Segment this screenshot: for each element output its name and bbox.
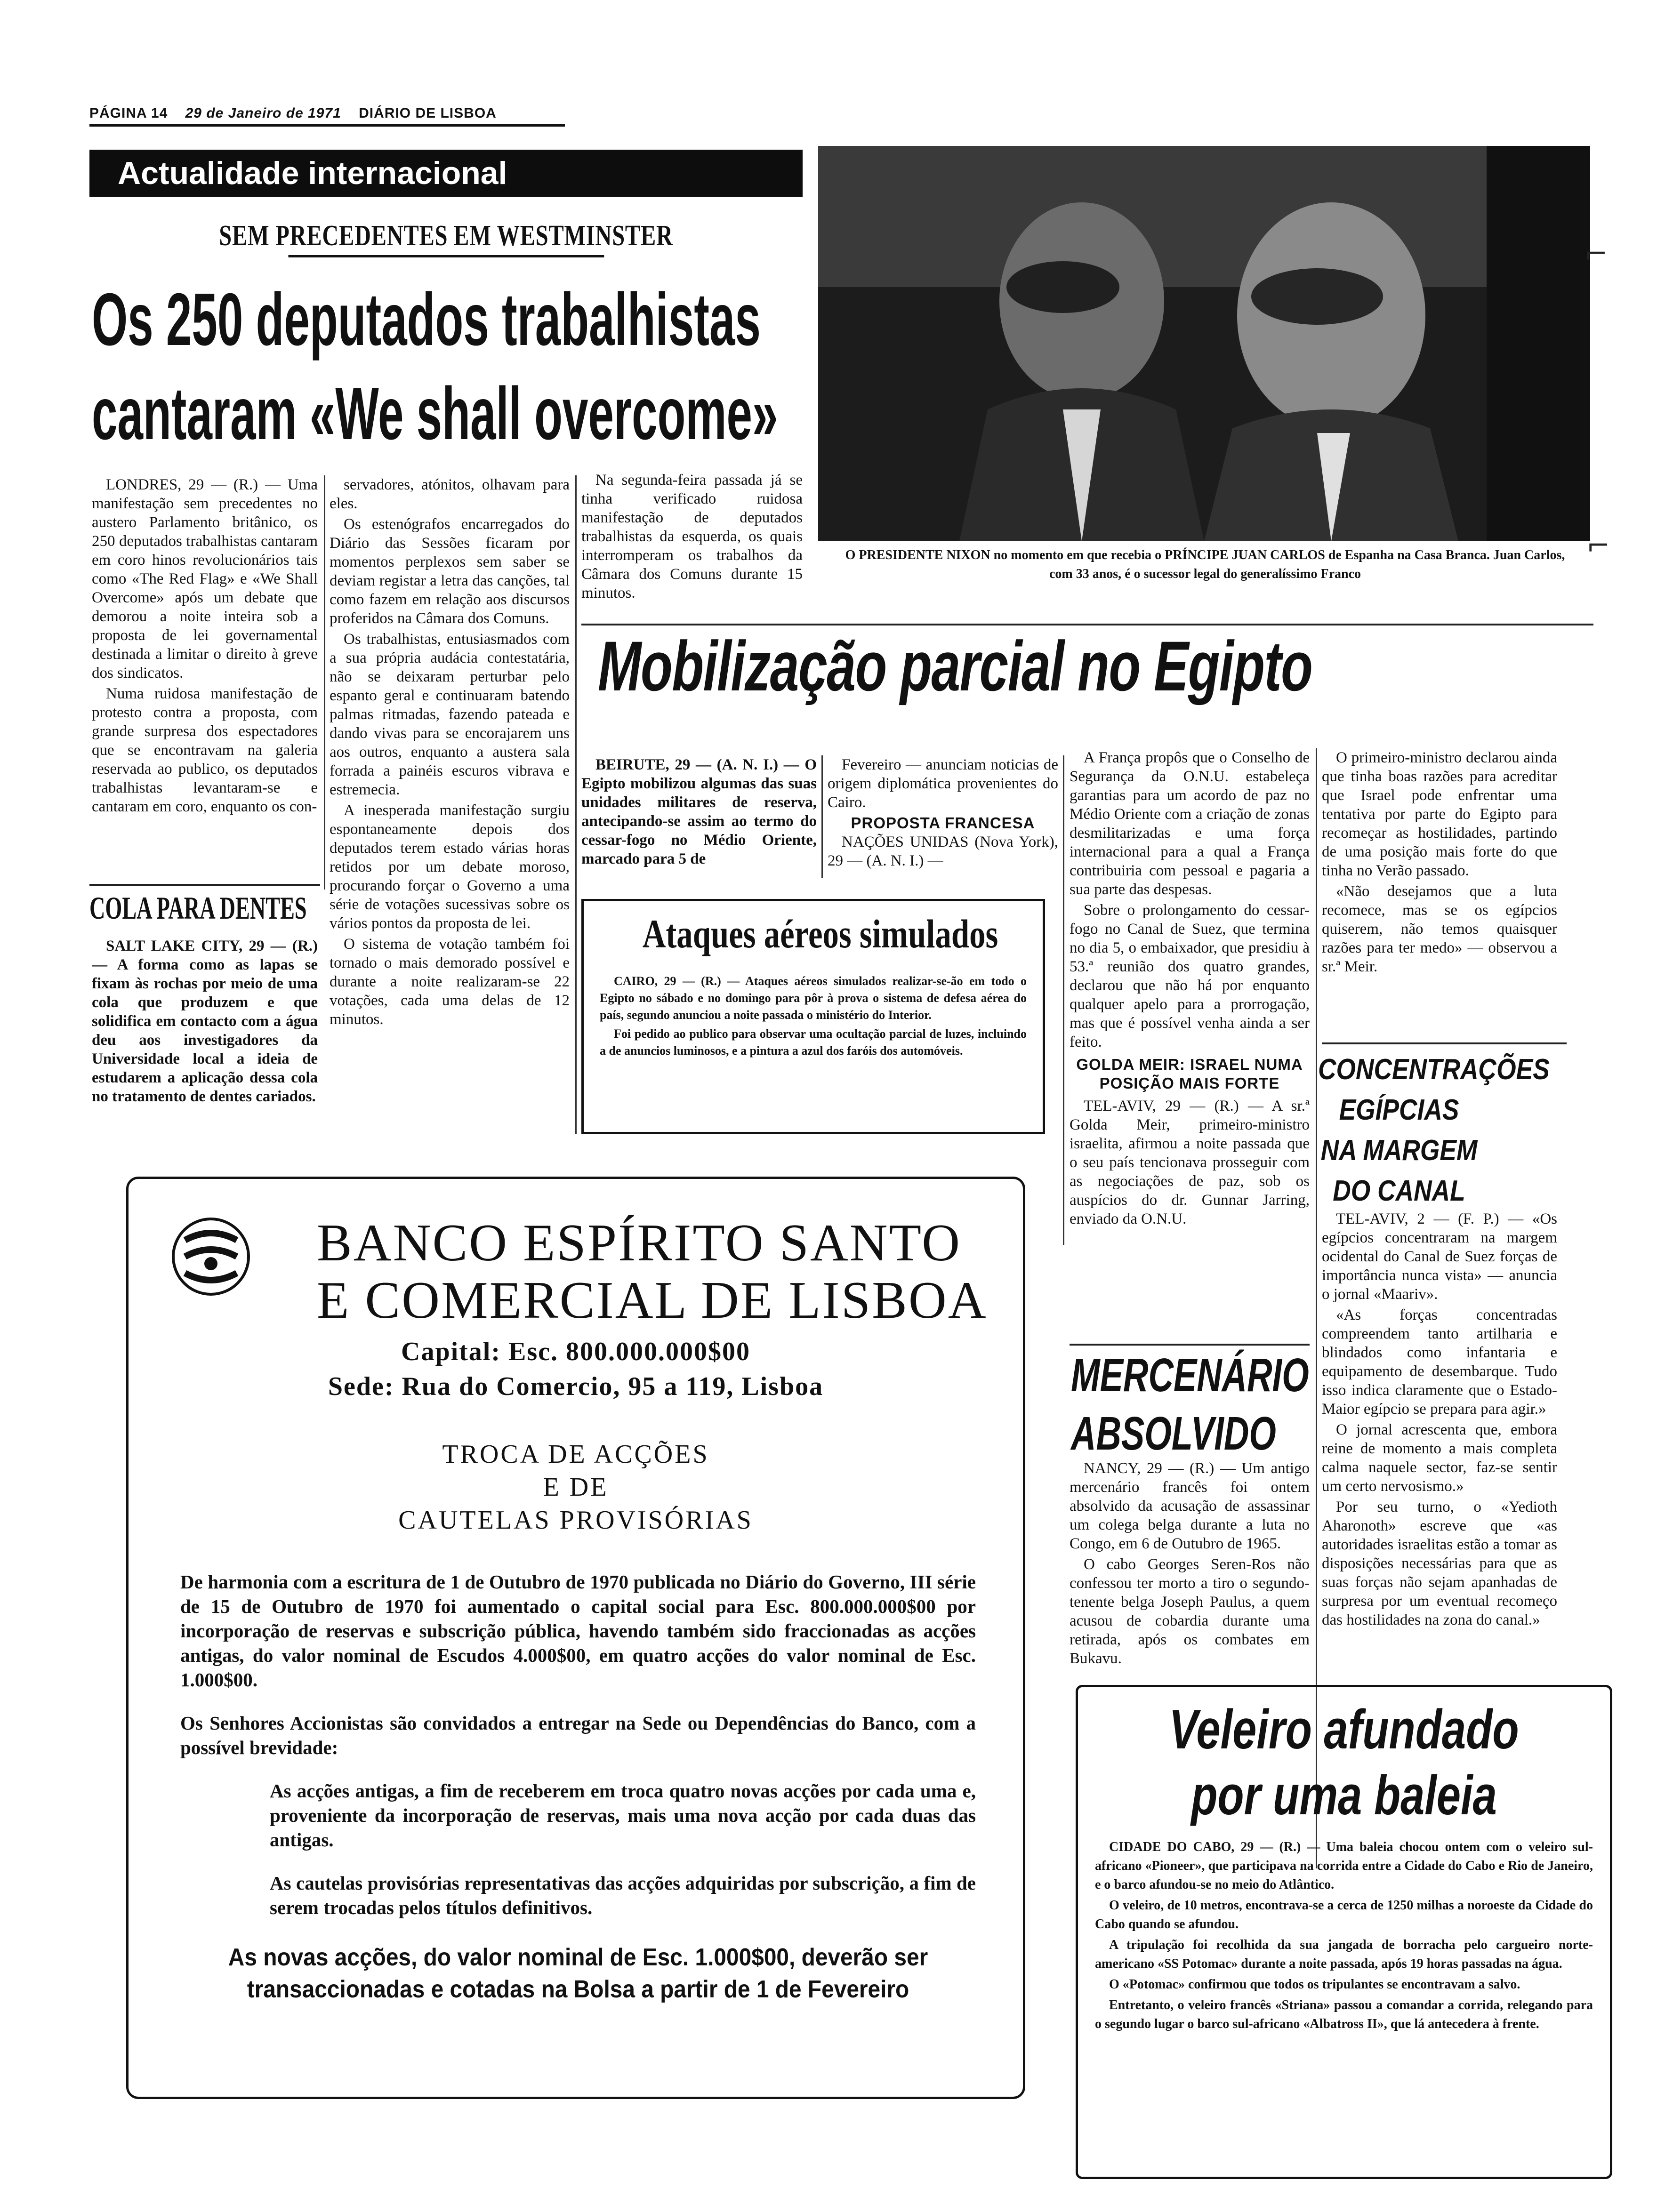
bank-name-line-1: BANCO ESPÍRITO SANTO xyxy=(317,1214,961,1272)
veleiro-headline xyxy=(1150,1697,1538,1828)
scan-edge-mark: ⌐ xyxy=(1586,529,1610,562)
bank-address: Sede: Rua do Comercio, 95 a 119, Lisboa xyxy=(328,1372,824,1401)
golda-meir-subhead: GOLDA MEIR: ISRAEL NUMA POSIÇÃO MAIS FORTE xyxy=(1076,1056,1303,1092)
newspaper-name: DIÁRIO DE LISBOA xyxy=(359,105,497,121)
troca-line-1: TROCA DE ACÇÕES xyxy=(442,1440,709,1469)
article-paragraph: «As forças concentradas compreendem tanto artilharia e blindados como infantaria e equipamento de desembarque. Tudo isso indica claramente que o Estado-Maior egípcio se prepara para agir.» xyxy=(1322,1306,1557,1418)
ad-list-item: As acções antigas, a fim de receberem em troca quatro novas acções por cada uma e, proveniente da incorporação de reservas, mais uma nova acção por cada duas das antigas. xyxy=(270,1780,976,1851)
westminster-column-2 xyxy=(330,475,570,1134)
article-paragraph: LONDRES, 29 — (R.) — Uma manifestação sem precedentes no austero Parlamento britânico, os 250 deputados trabalhistas cantaram em coro hinos revolucionários tais como «The Red Flag» e «We Shall Overcome» após um debate que demorou a noite inteira sob a proposta de lei governamental destinada a limitar o direito à greve dos sindicatos. xyxy=(92,476,318,681)
ad-paragraph: Os Senhores Accionistas são convidados a entregar na Sede ou Dependências do Banco, com a possível brevidade: xyxy=(180,1712,976,1758)
nixon-juan-carlos-photo xyxy=(818,146,1590,541)
troca-title xyxy=(129,1438,1023,1537)
westminster-kicker xyxy=(168,221,724,257)
egypt-column-3 xyxy=(1070,748,1310,1341)
bank-ad-footer: As novas acções, do valor nominal de Esc. 1.000$00, deverão ser transaccionadas e cotadas na Bolsa a partir de 1 de Fevereiro xyxy=(228,1944,928,2003)
article-paragraph: O veleiro, de 10 metros, encontrava-se a cerca de 1250 milhas a noroeste da Cidade do Cabo quando se afundou. xyxy=(1095,1898,1593,1931)
mercenario-headline-line-1: MERCENÁRIO xyxy=(1071,1349,1309,1402)
section-divider xyxy=(89,884,320,886)
article-paragraph: Sobre o prolongamento do cessar-fogo no Canal de Suez, que termina no dia 5, o embaixador, que presidiu à 53.ª reunião dos quatro grandes, declarou que não há por enquanto qualquer apelo para a prorrogação, mas que é possível venha ainda a ser feito. xyxy=(1070,902,1310,1050)
ataques-article xyxy=(600,973,1027,1061)
photo-image xyxy=(818,146,1590,541)
article-paragraph: TEL-AVIV, 29 — (R.) — A sr.ª Golda Meir, primeiro-ministro israelita, afirmou a noite passada que o seu país tencionava prosseguir com as negociações de paz, sob os auspícios do dr. Gunnar Jarring, enviado da O.N.U. xyxy=(1070,1098,1310,1227)
article-paragraph: CIDADE DO CABO, 29 — (R.) — Uma baleia chocou ontem com o veleiro sul-africano «Pioneer», que participava na corrida entre a Cidade do Cabo e Rio de Janeiro, e o barco afundou-se no meio do Atlântico. xyxy=(1095,1840,1593,1892)
ad-paragraph: De harmonia com a escritura de 1 de Outubro de 1970 publicada no Diário do Governo, III série de 15 de Outubro de 1970 foi aumentado o capital social para Esc. 800.000.000$00 por incorporação de reservas e subscrição pública, havendo também sido fraccionadas as acções antigas, do valor nominal de Escudos 4.000$00, em quatro acções do valor nominal de Esc. 1.000$00. xyxy=(180,1571,976,1691)
article-paragraph: Por seu turno, o «Yedioth Aharonoth» escreve que «as autoridades israelitas estão a tomar as disposições necessárias para que as suas forças não sejam apanhadas de surpresa por um eventual recomeço das hostilidades na zona do canal.» xyxy=(1322,1499,1557,1628)
veleiro-box xyxy=(1076,1685,1612,2179)
concentracoes-headline: CONCENTRAÇÕES EGÍPCIAS NA MARGEM DO CANAL xyxy=(1318,1053,1550,1207)
cola-article xyxy=(92,937,318,1134)
column-divider xyxy=(324,475,325,890)
article-paragraph: BEIRUTE, 29 — (A. N. I.) — O Egipto mobilizou algumas das suas unidades militares de reserva, antecipando-se assim ao termo do cessar-fogo no Médio Oriente, marcado para 5 de xyxy=(581,756,817,867)
column-divider xyxy=(821,755,823,878)
cola-headline: COLA PARA DENTES xyxy=(89,890,307,926)
page-header xyxy=(89,106,565,127)
issue-date: 29 de Janeiro de 1971 xyxy=(185,105,341,121)
troca-line-2: E DE xyxy=(543,1473,609,1502)
section-banner: Actualidade internacional xyxy=(89,150,803,197)
scan-edge-mark: ⌐ xyxy=(1584,238,1608,271)
egypt-headline: Mobilização parcial no Egipto xyxy=(598,626,1312,705)
article-paragraph: servadores, atónitos, olhavam para eles. xyxy=(330,476,570,512)
bank-capital: Capital: Esc. 800.000.000$00 xyxy=(401,1337,750,1366)
bank-name xyxy=(317,1214,988,1329)
article-paragraph: «Não desejamos que a luta recomece, mas se os egípcios quiserem, não temos quaisquer razões para ter medo» — observou a sr.ª Meir. xyxy=(1322,883,1557,975)
bank-ad-body xyxy=(180,1570,976,1939)
photo-caption: O PRESIDENTE NIXON no momento em que recebia o PRÍNCIPE JUAN CARLOS de Espanha na Casa Branca. Juan Carlos, com 33 anos, é o sucessor legal do generalíssimo Franco xyxy=(845,548,1565,581)
egypt-column-4 xyxy=(1322,748,1557,1040)
article-paragraph: Foi pedido ao publico para observar uma ocultação parcial de luzes, incluindo a de anuncios luminosos, e a pintura a azul dos faróis dos automóveis. xyxy=(600,1027,1027,1058)
proposta-francesa-subhead: PROPOSTA FRANCESA xyxy=(851,814,1035,832)
westminster-column-1 xyxy=(92,475,318,890)
article-paragraph: O cabo Georges Seren-Ros não confessou ter morto a tiro o segundo-tenente belga Joseph Paulus, a quem acusou de cobardia durante uma retirada, após os combates em Bukavu. xyxy=(1070,1556,1310,1667)
ad-list-item: As cautelas provisórias representativas das acções adquiridas por subscrição, a fim de serem trocadas pelos títulos definitivos. xyxy=(270,1872,976,1918)
ataques-headline: Ataques aéreos simulados xyxy=(642,911,998,956)
veleiro-headline-line-2: por uma baleia xyxy=(1191,1764,1497,1827)
article-paragraph: CAIRO, 29 — (R.) — Ataques aéreos simulados realizar-se-ão em todo o Egipto no sábado e no domingo para pôr à prova o sistema de defesa aérea do país, segundo anunciou a noite passada o ministério do Interior. xyxy=(600,974,1027,1022)
article-paragraph: O jornal acrescenta que, embora reine de momento a mais completa calma naquele sector, faz-se sentir um certo nervosismo.» xyxy=(1322,1421,1557,1495)
concentracoes-article xyxy=(1322,1210,1557,1680)
mercenario-headline xyxy=(1071,1346,1309,1463)
westminster-headline-line-1: Os 250 deputados trabalhistas xyxy=(92,278,761,361)
article-paragraph: A inesperada manifestação surgiu espontaneamente depois dos deputados terem estado várias horas retidos por um debate moroso, procurando forçar o Governo a uma série de votações sucessivas sobre os vários pontos da proposta de lei. xyxy=(330,802,570,932)
article-paragraph: Os trabalhistas, entusiasmados com a sua própria audácia contestatária, não se deixaram perturbar pelo espanto geral e continuaram batendo palmas ritmadas, fazendo pateada e dando vivas para se encorajarem uns aos outros, enquanto a austera sala forrada a painéis escuros vibrava e estremecia. xyxy=(330,631,570,798)
kicker-text: SEM PRECEDENTES EM WESTMINSTER xyxy=(219,220,673,252)
bank-logo-icon xyxy=(171,1217,251,1297)
article-paragraph: Fevereiro — anunciam noticias de origem diplomática provenientes do Cairo. xyxy=(828,756,1058,811)
article-paragraph: O «Potomac» confirmou que todos os tripulantes se encontravam a salvo. xyxy=(1109,1977,1520,1992)
article-paragraph: Entretanto, o veleiro francês «Striana» passou a comandar a corrida, relegando para o segundo lugar o barco sul-africano «Albatross II», que lá antecedera à frente. xyxy=(1095,1998,1593,2031)
mercenario-headline-line-2: ABSOLVIDO xyxy=(1071,1407,1276,1460)
ataques-box xyxy=(581,899,1045,1134)
article-paragraph: NAÇÕES UNIDAS (Nova York), 29 — (A. N. I.) — xyxy=(828,834,1058,869)
veleiro-headline-line-1: Veleiro afundado xyxy=(1169,1699,1519,1761)
bank-capital-block xyxy=(129,1334,1023,1404)
bank-name-line-2: E COMERCIAL DE LISBOA xyxy=(317,1271,988,1330)
column-divider xyxy=(1063,755,1064,1245)
veleiro-article xyxy=(1095,1838,1593,2036)
article-paragraph: NANCY, 29 — (R.) — Um antigo mercenário francês foi ontem absolvido da acusação de assassinar um colega belga durante a luta no Congo, em 6 de Outubro de 1965. xyxy=(1070,1460,1310,1552)
troca-line-3: CAUTELAS PROVISÓRIAS xyxy=(398,1506,753,1535)
article-paragraph: O sistema de votação também foi tornado o mais demorado possível e durante a noite realizaram-se 22 votações, cada uma delas de 12 minutos. xyxy=(330,936,570,1028)
article-paragraph: TEL-AVIV, 2 — (F. P.) — «Os egípcios concentraram na margem ocidental do Canal de Suez forças de importância nunca vista» — anuncia o jornal «Maariv». xyxy=(1322,1210,1557,1303)
kicker-underline xyxy=(288,255,604,257)
article-paragraph: Numa ruidosa manifestação de protesto contra a proposta, com grande surpresa dos espectadores que se encontravam na galeria reservada ao publico, os deputados trabalhistas levantaram-se e cantaram em coro, enquanto os con- xyxy=(92,685,318,815)
article-paragraph: O primeiro-ministro declarou ainda que tinha boas razões para acreditar que Israel pode enfrentar uma tentativa por parte do Egipto para recomeçar as hostilidades, partindo de uma posição mais forte do que tinha no Verão passado. xyxy=(1322,749,1557,879)
section-divider xyxy=(1070,1344,1310,1346)
westminster-column-3 xyxy=(581,471,803,621)
mercenario-article xyxy=(1070,1459,1310,1675)
egypt-column-1 xyxy=(581,755,817,878)
article-paragraph: Os estenógrafos encarregados do Diário das Sessões ficaram por momentos perplexos sem saber se deviam registar a letra das canções, tal como fazem em relação aos discursos proferidos na Câmara dos Comuns. xyxy=(330,516,570,627)
bank-advertisement xyxy=(126,1177,1025,2099)
egypt-column-2 xyxy=(828,755,1058,887)
section-divider xyxy=(581,624,1593,625)
article-paragraph: A França propôs que o Conselho de Segurança da O.N.U. estabeleça garantias para um acordo de paz no Médio Oriente com a criação de zonas desmilitarizadas e uma força internacional para a qual a França contribuiria com pessoal e pagaria a sua parte das despesas. xyxy=(1070,749,1310,898)
page-number: PÁGINA 14 xyxy=(89,105,168,121)
westminster-headline-line-2: cantaram «We shall overcome» xyxy=(92,372,778,455)
article-paragraph: SALT LAKE CITY, 29 — (R.) — A forma como as lapas se fixam às rochas por meio de uma cola que produzem e que solidifica em contacto com a água deu aos investigadores da Universidade local a ideia de estudarem a aplicação dessa cola no tratamento de dentes cariados. xyxy=(92,938,318,1105)
column-divider xyxy=(575,475,577,1134)
article-paragraph: A tripulação foi recolhida da sua jangada de borracha pelo cargueiro norte-americano «SS Potomac» durante a noite passada, após 19 horas passadas na água. xyxy=(1095,1938,1593,1971)
section-divider xyxy=(1322,1042,1567,1044)
article-paragraph: Na segunda-feira passada já se tinha verificado ruidosa manifestação de deputados trabalhistas da esquerda, os quais interromperam os trabalhos da Câmara dos Comuns durante 15 minutos. xyxy=(581,472,803,601)
